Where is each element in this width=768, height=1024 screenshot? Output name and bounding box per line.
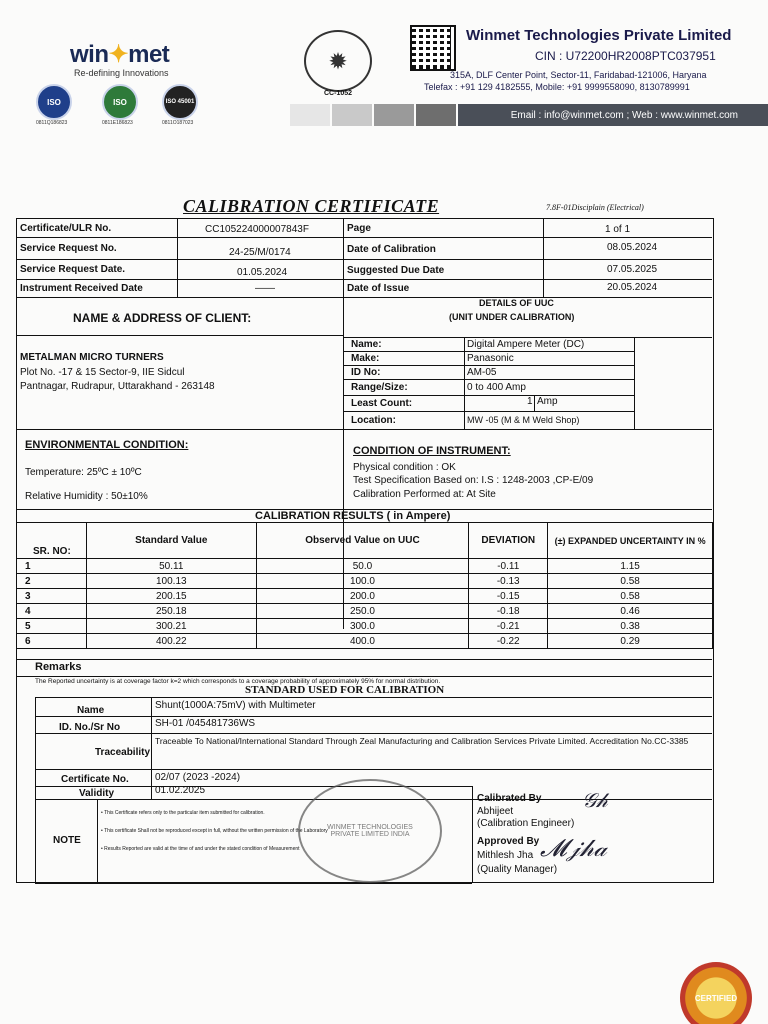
client-heading: NAME & ADDRESS OF CLIENT: (73, 311, 252, 325)
result-srno: 2 (17, 574, 87, 589)
uuc-make-label: Make: (351, 353, 380, 364)
accreditation-seal-icon: ✹ (304, 30, 372, 92)
col-observed-value: Observed Value on UUC (256, 523, 469, 559)
calibrator-name: Abhijeet (477, 806, 514, 817)
uuc-location-label: Location: (351, 415, 396, 426)
swatch-1 (290, 104, 330, 126)
result-observed: 400.0 (256, 634, 469, 649)
result-uncertainty: 0.38 (548, 619, 713, 634)
standard-name-value: Shunt(1000A:75mV) with Multimeter (155, 700, 316, 711)
result-row (17, 559, 713, 574)
uuc-name-label: Name: (351, 339, 382, 350)
uuc-least-count-unit: Amp (537, 396, 558, 407)
result-deviation: -0.11 (469, 559, 548, 574)
results-heading: CALIBRATION RESULTS ( in Ampere) (255, 510, 451, 522)
company-name: Winmet Technologies Private Limited (466, 27, 732, 44)
note-item-3-text: Results Reported are valid at the time of and under the stated condition of Measurement (104, 846, 300, 852)
note-item-2-text: This certificate Shall not be reproduced except in full, without the written permission of the Laboratory (104, 828, 328, 834)
result-uncertainty: 0.29 (548, 634, 713, 649)
standard-id-value: SH-01 /045481736WS (155, 718, 256, 729)
cert-no-value: CC105224000007843F (205, 224, 309, 235)
col-uncertainty: (±) EXPANDED UNCERTAINTY IN % (548, 523, 713, 559)
standard-cert-value: 02/07 (2023 -2024) (155, 772, 241, 783)
environment-heading: ENVIRONMENTAL CONDITION: (25, 439, 189, 451)
uuc-subheading: (UNIT UNDER CALIBRATION) (449, 312, 575, 322)
note-label: NOTE (53, 835, 81, 846)
condition-spec: Test Specification Based on: I.S : 1248-2003 ,CP-E/09 (353, 475, 594, 486)
uuc-least-count-label: Least Count: (351, 398, 413, 409)
qr-code-pattern (412, 27, 450, 65)
company-logo: win✦met (70, 41, 170, 68)
note-item-2: • This certificate Shall not be reproduced except in full, without the written permission of the Laboratory (101, 828, 328, 834)
iso-badge-2 (102, 84, 138, 126)
col-srno: SR. NO: (17, 523, 87, 559)
result-uncertainty: 0.46 (548, 604, 713, 619)
swatch-4 (416, 104, 456, 126)
results-header-row (17, 523, 713, 559)
note-item-1: • This Certificate refers only to the particular item submitted for calibration. (101, 810, 265, 816)
result-standard: 200.15 (86, 589, 256, 604)
standard-id-label: ID. No./Sr No (59, 722, 121, 733)
traceability-value: Traceable To National/International Standard Through Zeal Manufacturing and Calibration Services Private Limited. Accreditation No.CC-3385 (155, 736, 689, 746)
result-deviation: -0.21 (469, 619, 548, 634)
col-standard-value: Standard Value (86, 523, 256, 559)
standard-heading: STANDARD USED FOR CALIBRATION (245, 684, 445, 696)
company-stamp (298, 779, 442, 883)
result-standard: 300.21 (86, 619, 256, 634)
result-row (17, 589, 713, 604)
approver-name: Mithlesh Jha (477, 850, 534, 861)
condition-performed: Calibration Performed at: At Site (353, 489, 496, 500)
result-deviation: -0.13 (469, 574, 548, 589)
service-request-value: 24-25/M/0174 (229, 247, 291, 258)
contact-email-web: Email : info@winmet.com ; Web : www.winmet.com (458, 104, 768, 126)
standard-name-label: Name (77, 705, 105, 716)
iso-code-3: 0811O187023 (162, 120, 194, 126)
uuc-least-count-value: 1 (527, 396, 533, 407)
note-item-1-text: This Certificate refers only to the particular item submitted for calibration. (104, 810, 265, 816)
result-srno: 5 (17, 619, 87, 634)
result-standard: 100.13 (86, 574, 256, 589)
uuc-id-value: AM-05 (467, 367, 497, 378)
service-request-date-value: 01.05.2024 (237, 267, 288, 278)
iso-14001-icon: ISO (102, 84, 138, 120)
result-observed: 100.0 (256, 574, 469, 589)
client-address-line2: Pantnagar, Rudrapur, Uttarakhand - 263148 (20, 381, 215, 392)
result-srno: 1 (17, 559, 87, 574)
uuc-range-value: 0 to 400 Amp (467, 382, 526, 393)
calibrated-by-label: Calibrated By (477, 793, 542, 804)
logo-tagline: Re-defining Innovations (74, 68, 169, 78)
document-title: CALIBRATION CERTIFICATE (183, 196, 440, 216)
uuc-make-value: Panasonic (467, 353, 514, 364)
standard-validity-value: 01.02.2025 (155, 785, 206, 796)
note-item-3: • Results Reported are valid at the time of and under the stated condition of Measurement (101, 846, 300, 852)
due-date-value: 07.05.2025 (607, 264, 658, 275)
standard-validity-label: Validity (79, 788, 115, 799)
calibrator-role: (Calibration Engineer) (477, 818, 575, 829)
result-observed: 50.0 (256, 559, 469, 574)
iso-45001-icon: ISO 45001 (162, 84, 198, 120)
iso-9001-icon: ISO (36, 84, 72, 120)
page-value: 1 of 1 (605, 224, 631, 235)
issue-date-value: 20.05.2024 (607, 282, 658, 293)
traceability-label: Traceability (95, 747, 151, 758)
result-observed: 300.0 (256, 619, 469, 634)
uuc-heading: DETAILS OF UUC (479, 298, 554, 308)
result-srno: 4 (17, 604, 87, 619)
result-deviation: -0.18 (469, 604, 548, 619)
result-uncertainty: 1.15 (548, 559, 713, 574)
calibrator-signature: 𝒢𝒽 (582, 790, 608, 812)
results-table (16, 522, 713, 649)
company-telephone: Telefax : +91 129 4182555, Mobile: +91 9999558090, 8130789991 (424, 82, 690, 92)
contact-bar (290, 104, 768, 126)
approver-signature: 𝓜𝒿𝒽𝒶 (540, 836, 607, 862)
iso-badge-3 (162, 84, 198, 126)
service-request-label: Service Request No. (20, 243, 117, 254)
environment-humidity: Relative Humidity : 50±10% (25, 491, 148, 502)
form-reference: 7.8F-01Disciplain (Electrical) (546, 203, 644, 212)
result-observed: 200.0 (256, 589, 469, 604)
result-standard: 50.11 (86, 559, 256, 574)
result-row (17, 604, 713, 619)
result-standard: 250.18 (86, 604, 256, 619)
swatch-3 (374, 104, 414, 126)
company-cin: CIN : U72200HR2008PTC037951 (535, 49, 716, 63)
result-srno: 3 (17, 589, 87, 604)
uuc-name-value: Digital Ampere Meter (DC) (467, 339, 585, 350)
result-row (17, 574, 713, 589)
iso-badge-1 (36, 84, 72, 126)
instrument-received-label: Instrument Received Date (20, 283, 143, 294)
approved-by-label: Approved By (477, 836, 540, 847)
approver-role: (Quality Manager) (477, 864, 558, 875)
due-date-label: Suggested Due Date (347, 265, 445, 276)
issue-date-label: Date of Issue (347, 283, 410, 294)
cert-no-label: Certificate/ULR No. (20, 223, 112, 234)
instrument-received-value: —— (255, 283, 275, 294)
calibration-date-value: 08.05.2024 (607, 242, 658, 253)
result-row (17, 619, 713, 634)
result-srno: 6 (17, 634, 87, 649)
environment-temperature: Temperature: 25ºC ± 10ºC (25, 467, 142, 478)
seal-code: CC-1052 (324, 90, 353, 97)
result-deviation: -0.15 (469, 589, 548, 604)
condition-heading: CONDITION OF INSTRUMENT: (353, 445, 511, 457)
uuc-id-label: ID No: (351, 367, 381, 378)
result-standard: 400.22 (86, 634, 256, 649)
company-address: 315A, DLF Center Point, Sector-11, Faridabad-121006, Haryana (450, 70, 707, 80)
remarks-text: The Reported uncertainty is at coverage factor k=2 which corresponds to a coverage probability of approximately 95% for normal distribution. (35, 678, 441, 685)
result-row (17, 634, 713, 649)
iso-code-2: 0811E186823 (102, 120, 133, 126)
stamp-text: WINMET TECHNOLOGIES PRIVATE LIMITED INDIA (327, 824, 413, 838)
result-uncertainty: 0.58 (548, 574, 713, 589)
client-address-line1: Plot No. -17 & 15 Sector-9, IIE Sidcul (20, 367, 185, 378)
col-deviation: DEVIATION (469, 523, 548, 559)
result-observed: 250.0 (256, 604, 469, 619)
uuc-range-label: Range/Size: (351, 382, 408, 393)
iso-code-1: 0811Q186823 (36, 120, 68, 126)
result-deviation: -0.22 (469, 634, 548, 649)
certified-badge-icon: CERTIFIED (680, 962, 752, 1024)
uuc-location-value: MW -05 (M & M Weld Shop) (467, 415, 580, 425)
service-request-date-label: Service Request Date. (20, 264, 126, 275)
swatch-2 (332, 104, 372, 126)
result-uncertainty: 0.58 (548, 589, 713, 604)
client-name: METALMAN MICRO TURNERS (20, 352, 164, 363)
calibration-date-label: Date of Calibration (347, 244, 436, 255)
page-label: Page (347, 223, 371, 234)
remarks-heading: Remarks (35, 661, 82, 673)
standard-cert-label: Certificate No. (61, 774, 129, 785)
condition-physical: Physical condition : OK (353, 462, 456, 473)
